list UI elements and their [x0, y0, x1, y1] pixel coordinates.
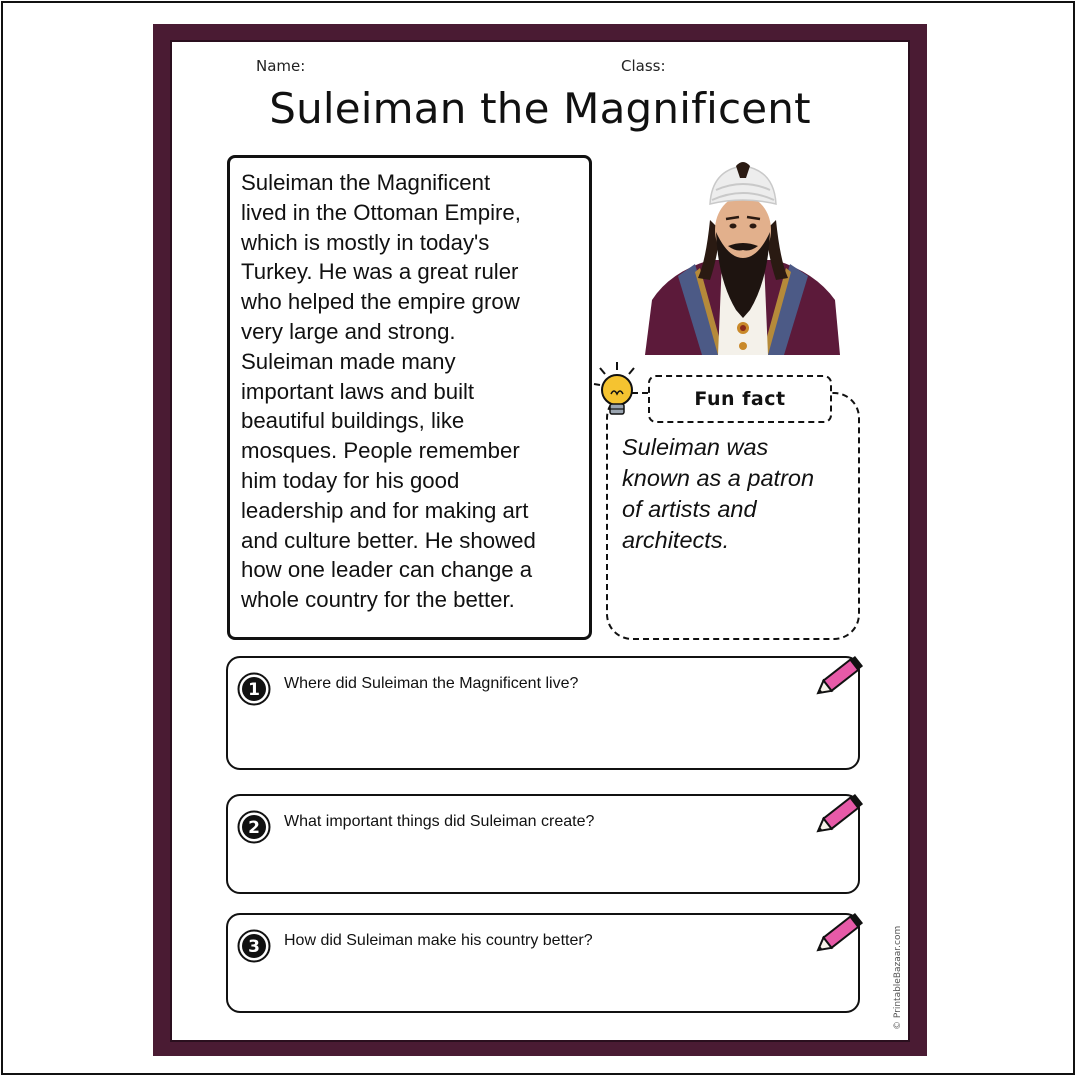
fun-fact-text [622, 432, 850, 556]
pencil-icon [816, 650, 868, 700]
copyright-text: © PrintableBazaar.com [893, 925, 903, 1030]
fun-fact-line: known as a patron [622, 465, 815, 491]
fun-fact-line: architects. [622, 527, 730, 553]
passage-line: important laws and built [241, 378, 475, 404]
reading-passage [227, 155, 592, 640]
question-2-answer-box[interactable] [226, 794, 860, 894]
passage-line: beautiful buildings, like [241, 408, 465, 434]
number-2-badge-icon [237, 810, 271, 844]
lightbulb-icon [592, 360, 642, 422]
question-1-answer-box[interactable] [226, 656, 860, 770]
number-1-badge-icon [237, 672, 271, 706]
question-3-text: How did Suleiman make his country better? [284, 932, 593, 949]
fun-fact-line: Suleiman was [622, 434, 769, 460]
question-2-text: What important things did Suleiman create? [284, 813, 595, 830]
question-number: 1 [248, 680, 260, 700]
passage-line: whole country for the better. [241, 587, 515, 613]
pencil-icon [816, 907, 868, 957]
passage-line: lived in the Ottoman Empire, [241, 199, 521, 225]
passage-line: who helped the empire grow [241, 289, 520, 315]
passage-text [241, 168, 579, 615]
question-3-answer-box[interactable] [226, 913, 860, 1013]
page-title: Suleiman the Magnificent [269, 84, 811, 133]
name-label: Name: [256, 57, 306, 75]
passage-line: which is mostly in today's [241, 229, 490, 255]
question-number: 2 [248, 818, 260, 838]
suleiman-portrait-image [640, 160, 845, 355]
class-label: Class: [621, 57, 666, 75]
passage-line: how one leader can change a [241, 557, 533, 583]
passage-line: Suleiman the Magnificent [241, 170, 491, 195]
number-3-badge-icon [237, 929, 271, 963]
passage-line: Turkey. He was a great ruler [241, 259, 519, 285]
question-1-text: Where did Suleiman the Magnificent live? [284, 675, 579, 692]
passage-line: Suleiman made many [241, 348, 456, 374]
passage-line: and culture better. He showed [241, 527, 536, 553]
fun-fact-line: of artists and [622, 496, 757, 522]
pencil-icon [816, 788, 868, 838]
passage-line: him today for his good [241, 467, 460, 493]
fun-fact-label: Fun fact [648, 375, 832, 423]
passage-line: mosques. People remember [241, 438, 520, 464]
passage-line: leadership and for making art [241, 497, 529, 523]
passage-line: very large and strong. [241, 318, 456, 344]
question-number: 3 [248, 937, 260, 957]
